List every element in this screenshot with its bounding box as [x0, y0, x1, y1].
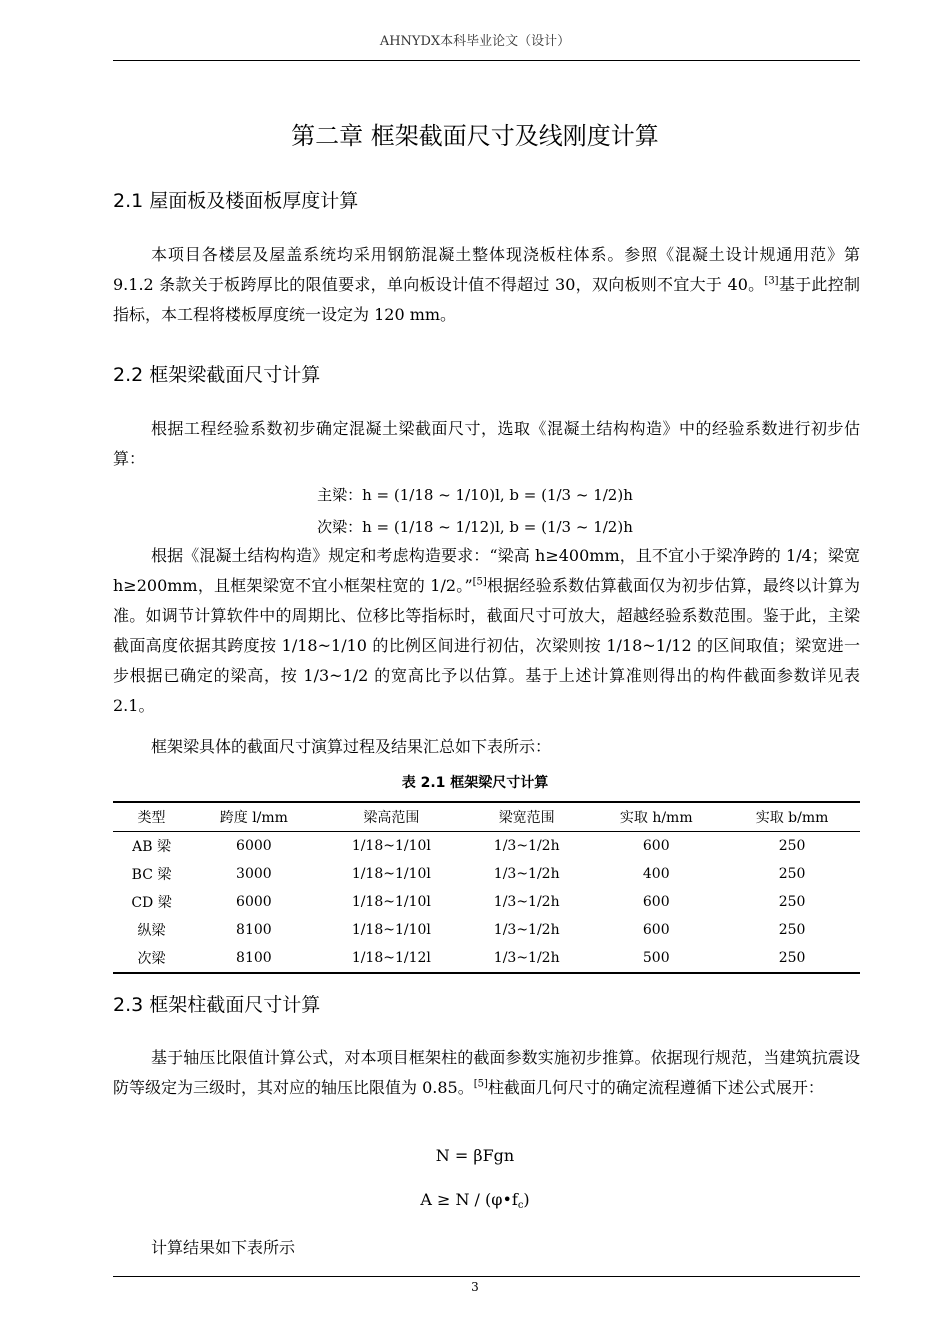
- paragraph-2-2-intro: 根据工程经验系数初步确定混凝土梁截面尺寸，选取《混凝土结构构造》中的经验系数进行初步估算：: [113, 419, 860, 468]
- table-cell: 纵梁: [137, 923, 166, 939]
- formula-text: ): [523, 1190, 530, 1209]
- citation-ref: [5]: [473, 1078, 488, 1090]
- column-header: 实取 b/mm: [724, 802, 860, 832]
- table-cell: 8100: [236, 922, 272, 938]
- table-cell: 1/18~1/10l: [351, 838, 431, 854]
- paragraph-2-3: [113, 1043, 860, 1103]
- section-title-2-1: 2.1 屋面板及楼面板厚度计算: [113, 190, 359, 212]
- table-cell: 1/3~1/2h: [493, 838, 560, 854]
- table-cell: 600: [642, 922, 670, 938]
- table-cell: 400: [642, 866, 670, 882]
- paragraph-2-3-result: 计算结果如下表所示: [151, 1238, 296, 1257]
- running-header: AHNYDX本科毕业论文（设计）: [379, 34, 571, 49]
- paragraph-text: 柱截面几何尺寸的确定流程遵循下述公式展开：: [487, 1078, 824, 1097]
- formula-secondary-beam: 次梁：h = (1/18 ~ 1/12)l, b = (1/3 ~ 1/2)h: [317, 518, 633, 536]
- table-cell: 3000: [236, 866, 272, 882]
- table-cell: 500: [642, 950, 670, 966]
- citation-ref: [5]: [472, 576, 487, 588]
- table-cell: 1/3~1/2h: [493, 922, 560, 938]
- formula-main-beam: 主梁：h = (1/18 ~ 1/10)l, b = (1/3 ~ 1/2)h: [317, 486, 633, 504]
- paragraph-text: 根据《混凝土结构构造》规定和考虑构造要求：“梁高 h≥400mm，且不宜小于梁净跨的 1/4；梁宽 h≥200mm，且框架梁宽不宜小框架柱宽的 1/2。”: [113, 546, 860, 595]
- table-cell: 1/3~1/2h: [493, 866, 560, 882]
- column-header: 梁宽范围: [465, 802, 588, 832]
- table-row: [113, 916, 860, 944]
- table-header-row: [113, 802, 860, 832]
- paragraph-text: 基于此控制指标，本工程将楼板厚度统一设定为 120 mm。: [113, 275, 860, 324]
- citation-ref: [3]: [764, 275, 779, 287]
- table-cell: 8100: [236, 950, 272, 966]
- table-cell: 1/3~1/2h: [493, 894, 560, 910]
- section-title-2-3: 2.3 框架柱截面尺寸计算: [113, 994, 321, 1016]
- beam-size-table: [113, 801, 860, 974]
- table-cell: 次梁: [137, 951, 166, 967]
- paragraph-text: 本项目各楼层及屋盖系统均采用钢筋混凝土整体现浇板柱体系。参照《混凝土设计规通用范》第 9.1.2 条款关于板跨厚比的限值要求，单向板设计值不得超过 30，双向板则不宜大于 40。: [113, 245, 860, 294]
- table-row: [113, 944, 860, 973]
- formula-column-area: [0, 1190, 950, 1211]
- table-cell: 1/18~1/10l: [351, 894, 431, 910]
- table-cell: BC 梁: [131, 867, 172, 883]
- table-cell: 600: [642, 838, 670, 854]
- table-row: [113, 832, 860, 861]
- column-header: 梁高范围: [318, 802, 465, 832]
- table-cell: AB 梁: [132, 839, 171, 855]
- formula-axial-force: N = βFgn: [435, 1146, 515, 1165]
- table-cell: 1/18~1/10l: [351, 922, 431, 938]
- table-cell: 6000: [236, 894, 272, 910]
- table-cell: 1/3~1/2h: [493, 950, 560, 966]
- table-cell: 250: [778, 838, 806, 854]
- table-row: [113, 860, 860, 888]
- section-title-2-2: 2.2 框架梁截面尺寸计算: [113, 364, 321, 386]
- formula-text: A ≥ N / (φ•f: [420, 1190, 518, 1209]
- table-caption: 表 2.1 框架梁尺寸计算: [401, 775, 549, 791]
- table-cell: 1/18~1/12l: [351, 950, 431, 966]
- table-cell: 250: [778, 922, 806, 938]
- paragraph-2-2-body: [113, 541, 860, 721]
- footer-divider: [113, 1276, 860, 1277]
- chapter-title: 第二章 框架截面尺寸及线刚度计算: [291, 122, 659, 150]
- paragraph-text: 基于轴压比限值计算公式，对本项目框架柱的截面参数实施初步推算。依据现行规范，当建筑抗震设防等级定为三级时，其对应的轴压比限值为 0.85。: [113, 1048, 860, 1097]
- paragraph-2-1: [113, 240, 860, 330]
- column-header: 类型: [113, 802, 190, 832]
- table-cell: 600: [642, 894, 670, 910]
- formula-subscript: c: [517, 1200, 524, 1211]
- table-cell: CD 梁: [131, 895, 172, 911]
- table-cell: 6000: [236, 838, 272, 854]
- table-cell: 250: [778, 894, 806, 910]
- header-divider: [113, 60, 860, 61]
- column-header: 实取 h/mm: [588, 802, 724, 832]
- paragraph-2-2-table-intro: 框架梁具体的截面尺寸演算过程及结果汇总如下表所示：: [151, 737, 552, 756]
- table-cell: 250: [778, 950, 806, 966]
- page-number: 3: [471, 1280, 479, 1294]
- table-row: [113, 888, 860, 916]
- table-cell: 1/18~1/10l: [351, 866, 431, 882]
- table-cell: 250: [778, 866, 806, 882]
- paragraph-text: 根据经验系数估算截面仅为初步估算，最终以计算为准。如调节计算软件中的周期比、位移比等指标时，截面尺寸可放大，超越经验系数范围。鉴于此，主梁截面高度依据其跨度按 1/18~1/10 的比例区间进行初估，次梁则按 1/18~1/12 的区间取值；梁宽进一步根据已确定的梁高，按 1/3~1/2 的宽高比予以估算。基于上述计算准则得出的构件截面参数详见表 2.1。: [113, 576, 860, 715]
- column-header: 跨度 l/mm: [190, 802, 318, 832]
